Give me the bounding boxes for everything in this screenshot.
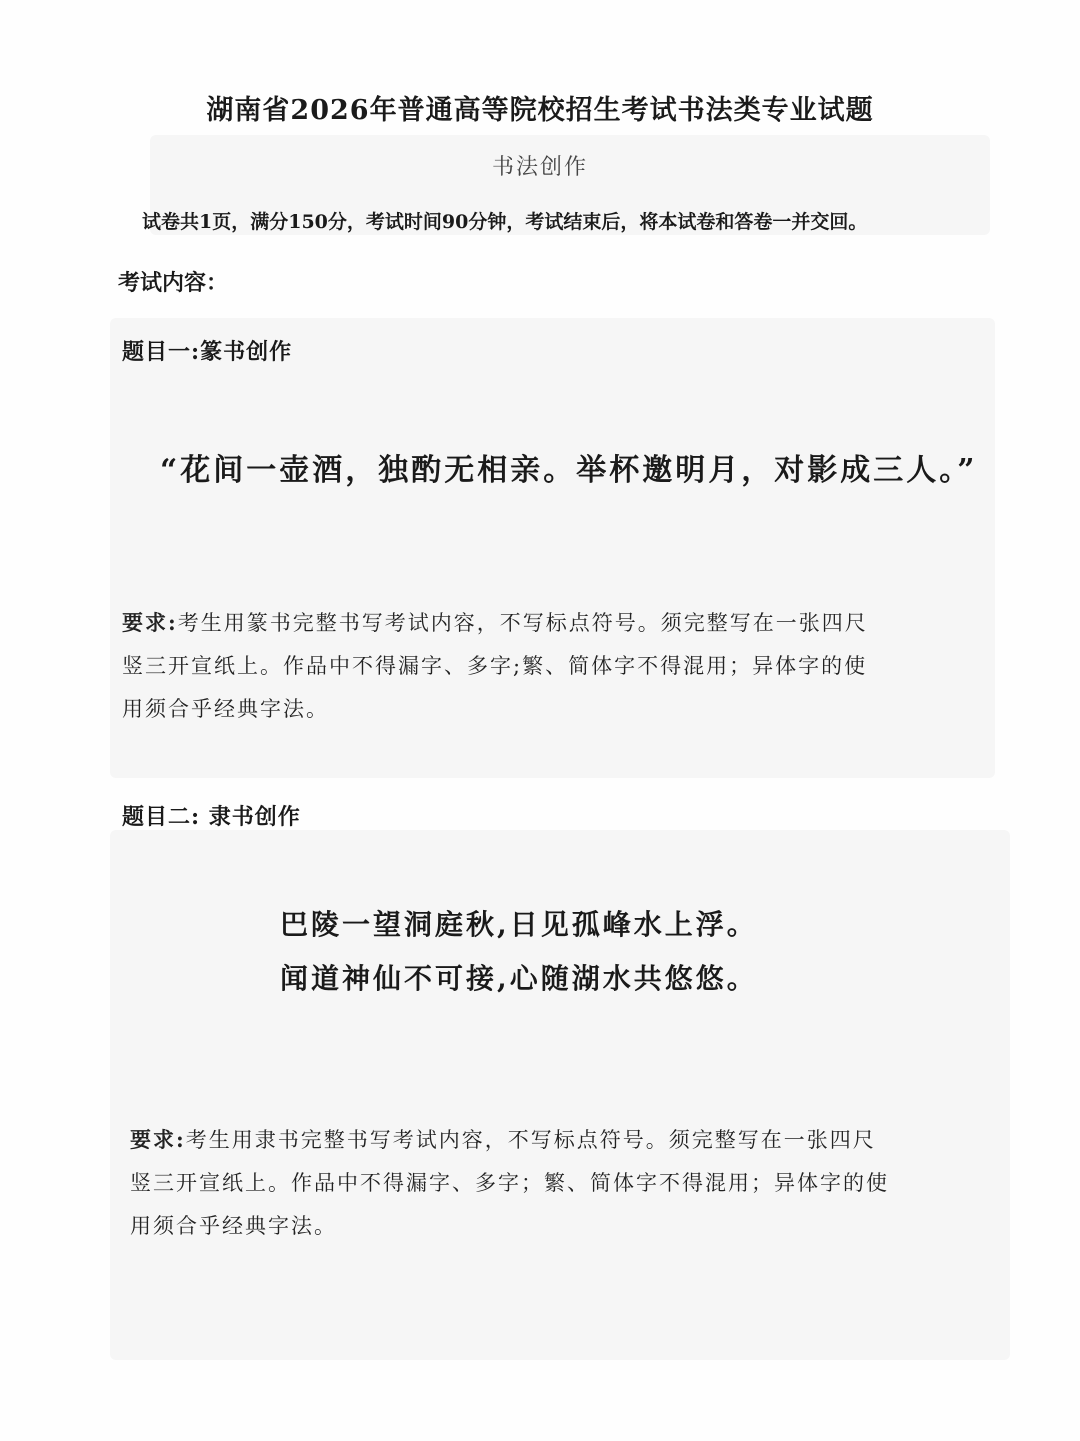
requirement-line: 用须合乎经典字法。 bbox=[122, 697, 329, 721]
exam-subtitle: 书法创作 bbox=[491, 155, 588, 180]
poem-line: 闻道神仙不可接,心随湖水共悠悠。 bbox=[280, 962, 758, 995]
question1-text: “花间一壶酒，独酌无相亲。举杯邀明月，对影成三人。” bbox=[160, 453, 978, 488]
requirement-text: 考生用隶书完整书写考试内容，不写标点符号。须完整写在一张四尺 bbox=[185, 1128, 876, 1152]
requirement-line: 竖三开宣纸上。作品中不得漏字、多字；繁、简体字不得混用；异体字的使 bbox=[130, 1171, 889, 1195]
requirement-label: 要求: bbox=[122, 610, 178, 635]
exam-instructions: 试卷共1页，满分150分，考试时间90分钟，考试结束后，将本试卷和答卷一并交回。 bbox=[142, 211, 868, 233]
exam-content-label: 考试内容： bbox=[118, 270, 229, 296]
poem-line: 巴陵一望洞庭秋,日见孤峰水上浮。 bbox=[280, 908, 758, 941]
requirement-label: 要求: bbox=[130, 1127, 186, 1152]
requirement-text: 考生用篆书完整书写考试内容，不写标点符号。须完整写在一张四尺 bbox=[177, 611, 868, 635]
question2-title: 题目二: 隶书创作 bbox=[122, 804, 301, 830]
requirement-line: 竖三开宣纸上。作品中不得漏字、多字;繁、简体字不得混用；异体字的使 bbox=[122, 654, 868, 678]
requirement-line bbox=[122, 601, 868, 645]
requirement-line bbox=[130, 1118, 889, 1162]
question1-title: 题目一:篆书创作 bbox=[122, 339, 293, 365]
question1-requirement bbox=[122, 601, 868, 731]
question2-requirement bbox=[130, 1118, 889, 1248]
exam-title: 湖南省2026年普通高等院校招生考试书法类专业试题 bbox=[206, 95, 874, 126]
requirement-line: 用须合乎经典字法。 bbox=[130, 1214, 337, 1238]
